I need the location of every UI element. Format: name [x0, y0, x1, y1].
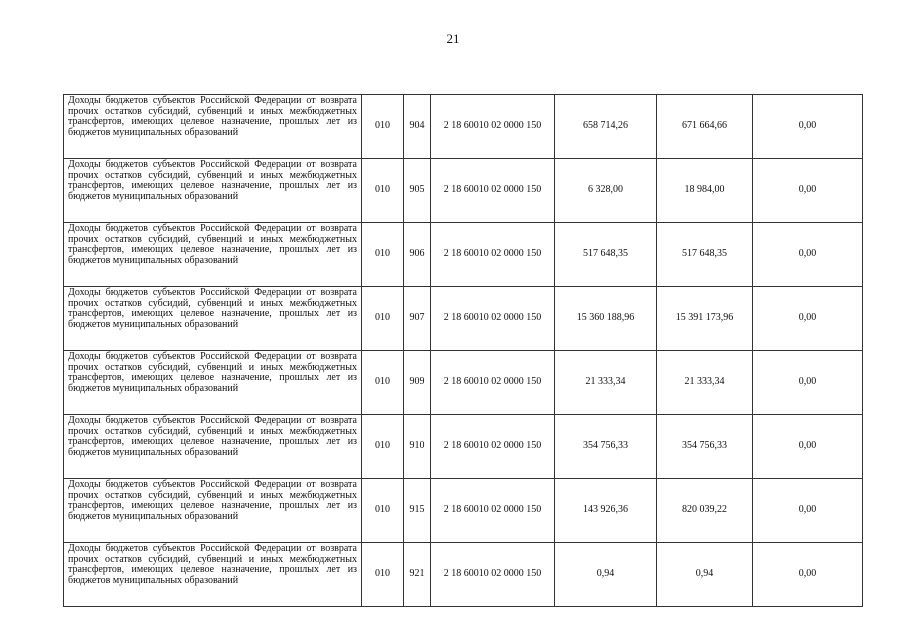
row-code: 010 — [362, 543, 404, 607]
table-row — [64, 95, 863, 159]
row-kbk: 2 18 60010 02 0000 150 — [431, 287, 555, 351]
row-code: 010 — [362, 479, 404, 543]
row-code: 010 — [362, 287, 404, 351]
row-code: 010 — [362, 223, 404, 287]
row-admin-code: 907 — [404, 287, 431, 351]
row-value-2: 517 648,35 — [657, 223, 753, 287]
row-code: 010 — [362, 351, 404, 415]
row-kbk: 2 18 60010 02 0000 150 — [431, 415, 555, 479]
row-admin-code: 905 — [404, 159, 431, 223]
row-value-1: 143 926,36 — [555, 479, 657, 543]
row-value-2: 354 756,33 — [657, 415, 753, 479]
table-row — [64, 479, 863, 543]
row-value-1: 658 714,26 — [555, 95, 657, 159]
row-description: Доходы бюджетов субъектов Российской Федерации от возврата прочих остатков субсидий, субвенций и иных межбюджетных трансфертов, имеющих целевое назначение, прошлых лет из бюджетов муниципальных образований — [64, 287, 362, 351]
row-kbk: 2 18 60010 02 0000 150 — [431, 95, 555, 159]
row-description: Доходы бюджетов субъектов Российской Федерации от возврата прочих остатков субсидий, субвенций и иных межбюджетных трансфертов, имеющих целевое назначение, прошлых лет из бюджетов муниципальных образований — [64, 479, 362, 543]
row-code: 010 — [362, 415, 404, 479]
row-description: Доходы бюджетов субъектов Российской Федерации от возврата прочих остатков субсидий, субвенций и иных межбюджетных трансфертов, имеющих целевое назначение, прошлых лет из бюджетов муниципальных образований — [64, 95, 362, 159]
row-value-3: 0,00 — [753, 159, 863, 223]
row-description: Доходы бюджетов субъектов Российской Федерации от возврата прочих остатков субсидий, субвенций и иных межбюджетных трансфертов, имеющих целевое назначение, прошлых лет из бюджетов муниципальных образований — [64, 351, 362, 415]
row-description: Доходы бюджетов субъектов Российской Федерации от возврата прочих остатков субсидий, субвенций и иных межбюджетных трансфертов, имеющих целевое назначение, прошлых лет из бюджетов муниципальных образований — [64, 415, 362, 479]
row-admin-code: 909 — [404, 351, 431, 415]
budget-table-body — [64, 95, 863, 607]
row-value-1: 0,94 — [555, 543, 657, 607]
row-kbk: 2 18 60010 02 0000 150 — [431, 543, 555, 607]
row-value-2: 820 039,22 — [657, 479, 753, 543]
row-value-3: 0,00 — [753, 415, 863, 479]
row-code: 010 — [362, 159, 404, 223]
row-value-1: 21 333,34 — [555, 351, 657, 415]
row-admin-code: 921 — [404, 543, 431, 607]
row-value-3: 0,00 — [753, 287, 863, 351]
row-value-3: 0,00 — [753, 351, 863, 415]
row-value-1: 354 756,33 — [555, 415, 657, 479]
table-row — [64, 351, 863, 415]
row-value-2: 15 391 173,96 — [657, 287, 753, 351]
row-value-3: 0,00 — [753, 223, 863, 287]
row-value-2: 0,94 — [657, 543, 753, 607]
row-value-1: 15 360 188,96 — [555, 287, 657, 351]
table-row — [64, 415, 863, 479]
row-value-3: 0,00 — [753, 479, 863, 543]
row-admin-code: 910 — [404, 415, 431, 479]
row-description: Доходы бюджетов субъектов Российской Федерации от возврата прочих остатков субсидий, субвенций и иных межбюджетных трансфертов, имеющих целевое назначение, прошлых лет из бюджетов муниципальных образований — [64, 223, 362, 287]
row-value-1: 6 328,00 — [555, 159, 657, 223]
row-code: 010 — [362, 95, 404, 159]
row-admin-code: 906 — [404, 223, 431, 287]
row-admin-code: 915 — [404, 479, 431, 543]
row-kbk: 2 18 60010 02 0000 150 — [431, 351, 555, 415]
table-row — [64, 287, 863, 351]
row-description: Доходы бюджетов субъектов Российской Федерации от возврата прочих остатков субсидий, субвенций и иных межбюджетных трансфертов, имеющих целевое назначение, прошлых лет из бюджетов муниципальных образований — [64, 543, 362, 607]
row-value-3: 0,00 — [753, 95, 863, 159]
table-row — [64, 223, 863, 287]
row-kbk: 2 18 60010 02 0000 150 — [431, 159, 555, 223]
row-description: Доходы бюджетов субъектов Российской Федерации от возврата прочих остатков субсидий, субвенций и иных межбюджетных трансфертов, имеющих целевое назначение, прошлых лет из бюджетов муниципальных образований — [64, 159, 362, 223]
row-value-1: 517 648,35 — [555, 223, 657, 287]
table-row — [64, 159, 863, 223]
row-value-2: 21 333,34 — [657, 351, 753, 415]
row-kbk: 2 18 60010 02 0000 150 — [431, 223, 555, 287]
budget-table — [63, 94, 863, 607]
row-kbk: 2 18 60010 02 0000 150 — [431, 479, 555, 543]
page-number: 21 — [446, 31, 460, 46]
row-value-3: 0,00 — [753, 543, 863, 607]
row-value-2: 671 664,66 — [657, 95, 753, 159]
table-row — [64, 543, 863, 607]
row-value-2: 18 984,00 — [657, 159, 753, 223]
row-admin-code: 904 — [404, 95, 431, 159]
